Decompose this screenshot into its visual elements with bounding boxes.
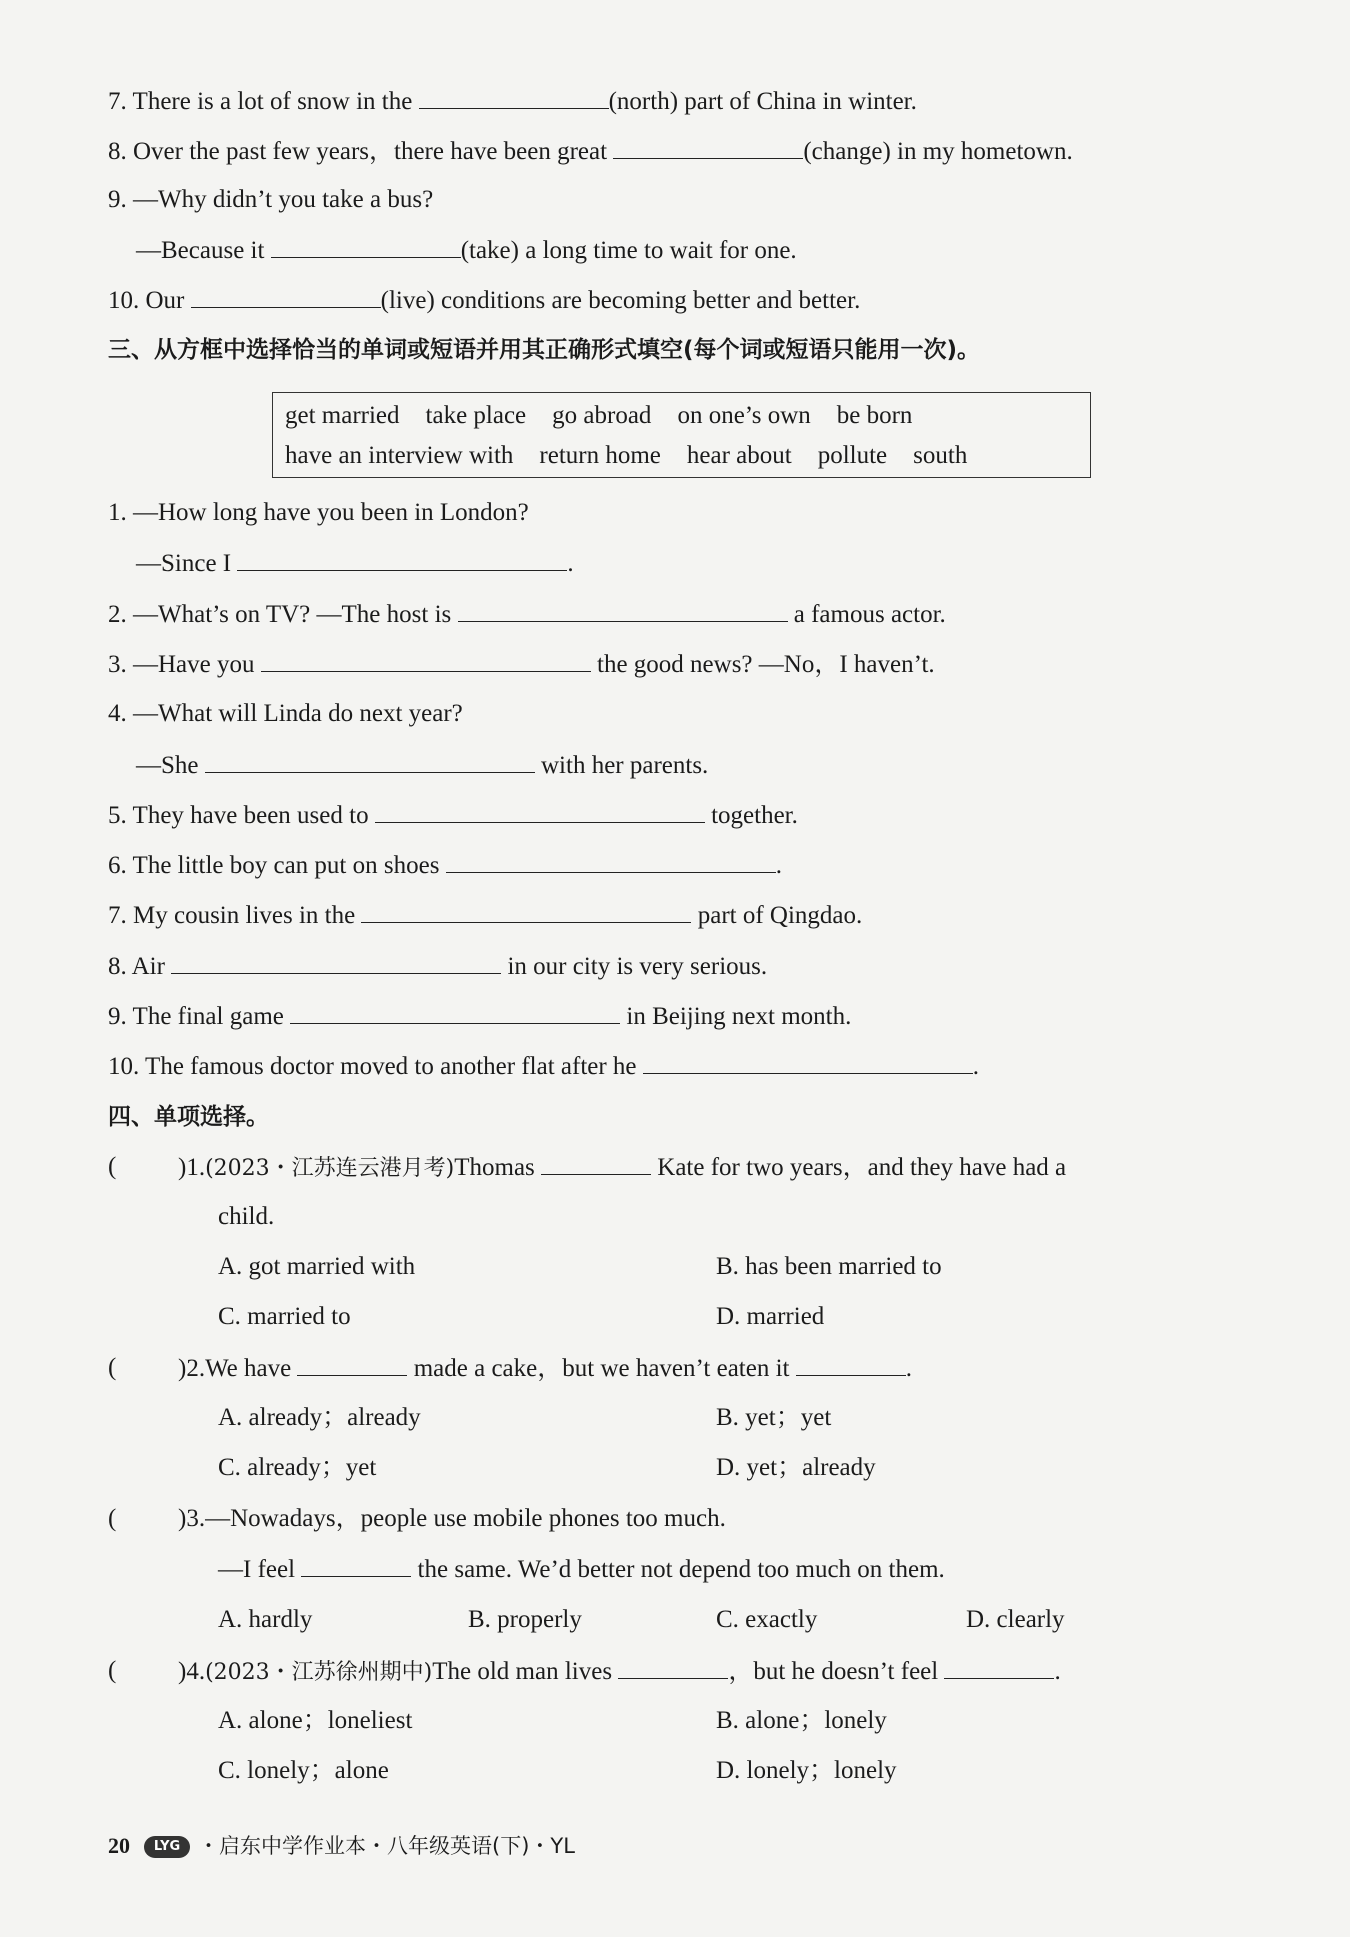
answer-blank[interactable] bbox=[613, 134, 803, 159]
publisher-logo: LYG bbox=[144, 1836, 190, 1858]
q2-option-c[interactable]: C. already；yet bbox=[218, 1454, 377, 1481]
q2-option-d[interactable]: D. yet；already bbox=[716, 1454, 876, 1481]
part3-heading: 三、从方框中选择恰当的单词或短语并用其正确形式填空(每个词或短语只能用一次)。 bbox=[108, 337, 981, 363]
book-title: ・启东中学作业本・八年级英语(下)・YL bbox=[198, 1834, 575, 1858]
answer-blank[interactable] bbox=[375, 798, 705, 823]
answer-blank[interactable] bbox=[297, 1351, 407, 1376]
answer-blank[interactable] bbox=[419, 84, 609, 109]
word-box-row-2: have an interview with return home hear about pollute south bbox=[285, 442, 968, 469]
p2-item-8: 8. Over the past few years，there have been great (change) in my hometown. bbox=[108, 134, 1073, 169]
p3-item-7: 7. My cousin lives in the part of Qingdao. bbox=[108, 898, 862, 933]
q4-option-d[interactable]: D. lonely；lonely bbox=[716, 1757, 897, 1784]
answer-paren[interactable]: ( bbox=[108, 1505, 117, 1532]
q2-stem: )2.We have made a cake，but we haven’t eaten it . bbox=[178, 1351, 912, 1386]
q3-stem: )3.—Nowadays，people use mobile phones too much. bbox=[178, 1505, 726, 1532]
q2-option-b[interactable]: B. yet；yet bbox=[716, 1404, 832, 1431]
q4-option-c[interactable]: C. lonely；alone bbox=[218, 1757, 389, 1784]
word-box bbox=[272, 392, 1091, 478]
p2-item-10: 10. Our (live) conditions are becoming better and better. bbox=[108, 283, 860, 318]
p3-item-1-answer: —Since I . bbox=[136, 546, 574, 581]
p3-item-10: 10. The famous doctor moved to another flat after he . bbox=[108, 1049, 979, 1084]
q1-option-d[interactable]: D. married bbox=[716, 1303, 825, 1330]
q4-option-b[interactable]: B. alone；lonely bbox=[716, 1707, 887, 1734]
answer-paren[interactable]: ( bbox=[108, 1657, 117, 1684]
answer-blank[interactable] bbox=[290, 999, 620, 1024]
p3-item-8: 8. Air in our city is very serious. bbox=[108, 949, 767, 984]
p3-item-3: 3. —Have you the good news? —No，I haven’t. bbox=[108, 647, 935, 682]
answer-paren[interactable]: ( bbox=[108, 1153, 117, 1180]
answer-blank[interactable] bbox=[237, 546, 567, 571]
page-number: 20 bbox=[108, 1833, 130, 1858]
page-footer bbox=[108, 1830, 575, 1860]
q3-option-c[interactable]: C. exactly bbox=[716, 1606, 818, 1633]
word-box-row-1: get married take place go abroad on one’s own be born bbox=[285, 402, 913, 429]
q1-option-a[interactable]: A. got married with bbox=[218, 1253, 416, 1280]
q3-option-b[interactable]: B. properly bbox=[468, 1606, 582, 1633]
q4-stem: )4.(2023・江苏徐州期中)The old man lives ，but he doesn’t feel . bbox=[178, 1654, 1061, 1690]
part4-heading: 四、单项选择。 bbox=[108, 1104, 269, 1130]
answer-paren[interactable]: ( bbox=[108, 1354, 117, 1381]
answer-blank[interactable] bbox=[205, 748, 535, 773]
q1-stem: )1.(2023・江苏连云港月考)Thomas Kate for two years，and they have had a bbox=[178, 1150, 1066, 1186]
answer-blank[interactable] bbox=[944, 1654, 1054, 1679]
answer-blank[interactable] bbox=[796, 1351, 906, 1376]
p2-item-9-question: 9. —Why didn’t you take a bus? bbox=[108, 186, 434, 213]
answer-blank[interactable] bbox=[271, 233, 461, 258]
answer-blank[interactable] bbox=[458, 597, 788, 622]
p2-item-7: 7. There is a lot of snow in the (north) part of China in winter. bbox=[108, 84, 917, 119]
p3-item-2: 2. —What’s on TV? —The host is a famous actor. bbox=[108, 597, 946, 632]
answer-blank[interactable] bbox=[541, 1150, 651, 1175]
p2-item-9-answer: —Because it (take) a long time to wait for one. bbox=[136, 233, 797, 268]
answer-blank[interactable] bbox=[171, 949, 501, 974]
p3-item-6: 6. The little boy can put on shoes . bbox=[108, 848, 782, 883]
q3-option-d[interactable]: D. clearly bbox=[966, 1606, 1065, 1633]
p3-item-9: 9. The final game in Beijing next month. bbox=[108, 999, 851, 1034]
p3-item-4-question: 4. —What will Linda do next year? bbox=[108, 700, 463, 727]
answer-blank[interactable] bbox=[261, 647, 591, 672]
q1-option-c[interactable]: C. married to bbox=[218, 1303, 351, 1330]
q1-stem-cont: child. bbox=[218, 1203, 275, 1230]
q2-option-a[interactable]: A. already；already bbox=[218, 1404, 421, 1431]
q3-option-a[interactable]: A. hardly bbox=[218, 1606, 313, 1633]
p3-item-5: 5. They have been used to together. bbox=[108, 798, 798, 833]
answer-blank[interactable] bbox=[361, 898, 691, 923]
answer-blank[interactable] bbox=[643, 1049, 973, 1074]
answer-blank[interactable] bbox=[191, 283, 381, 308]
answer-blank[interactable] bbox=[618, 1654, 728, 1679]
answer-blank[interactable] bbox=[301, 1552, 411, 1577]
p3-item-4-answer: —She with her parents. bbox=[136, 748, 708, 783]
p3-item-1-question: 1. —How long have you been in London? bbox=[108, 499, 529, 526]
q4-option-a[interactable]: A. alone；loneliest bbox=[218, 1707, 413, 1734]
answer-blank[interactable] bbox=[446, 848, 776, 873]
q3-stem-cont: —I feel the same. We’d better not depend too much on them. bbox=[218, 1552, 945, 1587]
q1-option-b[interactable]: B. has been married to bbox=[716, 1253, 942, 1280]
